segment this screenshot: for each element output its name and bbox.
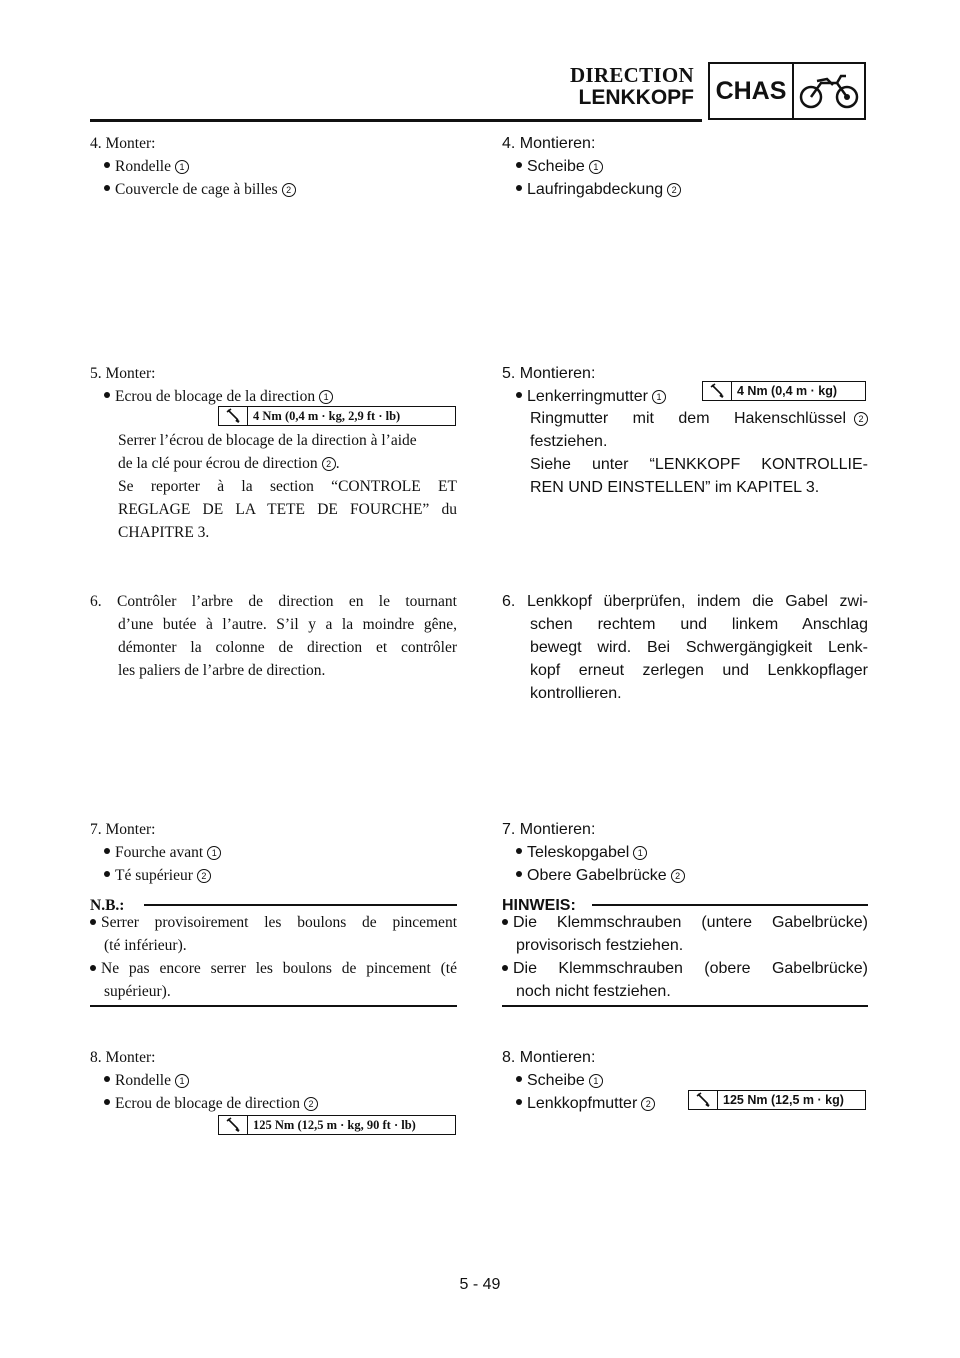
ref-1-icon: 1 (175, 160, 189, 174)
ref-1-icon: 1 (207, 846, 221, 860)
header-rule (90, 119, 702, 122)
de-step6-line1: 6. Lenkkopf überprüfen, indem die Gabel zwi- (502, 593, 868, 610)
fr-step5-torque-value: 4 Nm (0,4 m · kg, 2,9 ft · lb) (253, 408, 401, 423)
fr-step7-item2: Té supérieur 2 (104, 864, 211, 887)
de-step6-line4: kopf erneut zerlegen und Lenkkopflager (530, 662, 868, 679)
ref-2-icon: 2 (667, 183, 681, 197)
section-title: DIRECTION (569, 63, 694, 87)
de-step6-line2: schen rechtem und linkem Anschlag (530, 616, 868, 633)
bullet-icon (90, 919, 96, 925)
bullet-icon (516, 185, 522, 191)
fr-note-item2-line2: supérieur). (104, 983, 171, 1000)
bullet-icon (104, 1099, 110, 1105)
fr-step6-line2: d’une butée à l’autre. S’il y a la moindre gêne, (118, 616, 457, 633)
de-step5-item1: Lenkerringmutter 1 (516, 385, 666, 408)
ref-2-icon: 2 (322, 457, 336, 471)
de-note-bottom-rule (502, 1005, 868, 1007)
fr-step7-item1: Fourche avant 1 (104, 841, 221, 864)
fr-step5-line3: Se reporter à la section “CONTROLE ET (118, 478, 457, 495)
ref-1-icon: 1 (175, 1074, 189, 1088)
de-step7-title: 7. Montieren: (502, 821, 596, 838)
fr-step5-line1: Serrer l’écrou de blocage de la direction à l’aide (118, 432, 417, 449)
de-note-item1-line1: Die Klemmschrauben (untere Gabelbrücke) (502, 911, 868, 934)
de-note-item2-line1: Die Klemmschrauben (obere Gabelbrücke) (502, 957, 868, 980)
motorcycle-icon (794, 64, 864, 118)
de-step6-line5: kontrollieren. (530, 685, 622, 702)
de-step6-line3: bewegt wird. Bei Schwergängigkeit Lenk- (530, 639, 868, 656)
fr-step4-title: 4. Monter: (90, 135, 156, 152)
chas-label: CHAS (710, 64, 794, 118)
de-step5-line3: Siehe unter “LENKKOPF KONTROLLIE- (530, 456, 868, 473)
de-step8-torque-value: 125 Nm (12,5 m · kg) (723, 1093, 844, 1107)
fr-note-bottom-rule (90, 1005, 457, 1007)
bullet-icon (104, 848, 110, 854)
de-step8-item1: Scheibe 1 (516, 1069, 603, 1092)
fr-note-item1-line2: (té inférieur). (104, 937, 187, 954)
ref-1-icon: 1 (633, 846, 647, 860)
de-step8-torque-box (688, 1090, 866, 1110)
fr-step8-title: 8. Monter: (90, 1049, 156, 1066)
fr-step8-item1: Rondelle 1 (104, 1069, 189, 1092)
torque-wrench-icon (689, 1091, 718, 1109)
de-step4-item2: Laufringabdeckung 2 (516, 178, 681, 201)
de-step7-item1: Teleskopgabel 1 (516, 841, 647, 864)
bullet-icon (90, 965, 96, 971)
ref-1-icon: 1 (652, 390, 666, 404)
bullet-icon (516, 1099, 522, 1105)
bullet-icon (516, 871, 522, 877)
fr-step8-item2: Ecrou de blocage de direction 2 (104, 1092, 318, 1115)
de-step5-line1: Ringmutter mit dem Hakenschlüssel 2 (530, 407, 868, 430)
de-step8-item2: Lenkkopfmutter 2 (516, 1092, 655, 1115)
bullet-icon (104, 871, 110, 877)
fr-step4-item2: Couvercle de cage à billes 2 (104, 178, 296, 201)
fr-step6-line3: démonter la colonne de direction et contrôler (118, 639, 457, 656)
fr-step6-line1: 6. Contrôler l’arbre de direction en le tournant (90, 593, 457, 610)
fr-step5-line2: de la clé pour écrou de direction 2 . (118, 455, 340, 472)
fr-note-top-rule (144, 904, 457, 906)
fr-step8-torque-box (218, 1115, 456, 1135)
ref-2-icon: 2 (671, 869, 685, 883)
bullet-icon (104, 392, 110, 398)
ref-2-icon: 2 (641, 1097, 655, 1111)
fr-step5-line4: REGLAGE DE LA TETE DE FOURCHE” du (118, 501, 457, 518)
bullet-icon (516, 848, 522, 854)
bullet-icon (104, 162, 110, 168)
fr-note-item1-line1: Serrer provisoirement les boulons de pincement (90, 911, 457, 934)
ref-2-icon: 2 (854, 412, 868, 426)
bullet-icon (502, 965, 508, 971)
torque-wrench-icon (219, 1116, 248, 1134)
ref-2-icon: 2 (197, 869, 211, 883)
ref-1-icon: 1 (589, 1074, 603, 1088)
fr-step5-line5: CHAPITRE 3. (118, 524, 210, 541)
de-step8-title: 8. Montieren: (502, 1049, 596, 1066)
torque-wrench-icon (703, 382, 732, 400)
de-step5-torque-value: 4 Nm (0,4 m · kg) (737, 384, 838, 398)
ref-1-icon: 1 (319, 390, 333, 404)
fr-step7-title: 7. Monter: (90, 821, 156, 838)
de-step5-torque-box (702, 381, 866, 401)
torque-wrench-icon (219, 407, 248, 425)
fr-step8-torque-value: 125 Nm (12,5 m · kg, 90 ft · lb) (253, 1117, 416, 1132)
de-note-top-rule (592, 904, 868, 906)
fr-step5-title: 5. Monter: (90, 365, 156, 382)
bullet-icon (104, 1076, 110, 1082)
ref-2-icon: 2 (304, 1097, 318, 1111)
de-step4-title: 4. Montieren: (502, 135, 596, 152)
ref-2-icon: 2 (282, 183, 296, 197)
fr-step6-line4: les paliers de l’arbre de direction. (118, 662, 326, 679)
de-note-item1-line2: provisorisch festziehen. (516, 937, 684, 954)
fr-note-item2-line1: Ne pas encore serrer les boulons de pincement (té (90, 957, 457, 980)
bullet-icon (516, 1076, 522, 1082)
de-step4-item1: Scheibe 1 (516, 155, 603, 178)
de-note-label: HINWEIS: (502, 897, 576, 914)
de-note-item2-line2: noch nicht festziehen. (516, 983, 671, 1000)
section-subtitle: LENKKOPF (578, 86, 694, 109)
de-step5-line4: REN UND EINSTELLEN” im KAPITEL 3. (530, 479, 820, 496)
chas-badge (708, 62, 866, 120)
fr-step5-torque-box (218, 406, 456, 426)
bullet-icon (104, 185, 110, 191)
bullet-icon (516, 162, 522, 168)
de-step5-line2: festziehen. (530, 433, 608, 450)
de-step7-item2: Obere Gabelbrücke 2 (516, 864, 685, 887)
de-step5-title: 5. Montieren: (502, 365, 596, 382)
bullet-icon (502, 919, 508, 925)
fr-step4-item1: Rondelle 1 (104, 155, 189, 178)
page-number: 5 - 49 (459, 1276, 501, 1293)
bullet-icon (516, 392, 522, 398)
fr-step5-item1: Ecrou de blocage de la direction 1 (104, 385, 333, 408)
ref-1-icon: 1 (589, 160, 603, 174)
fr-note-label: N.B.: (90, 897, 125, 914)
